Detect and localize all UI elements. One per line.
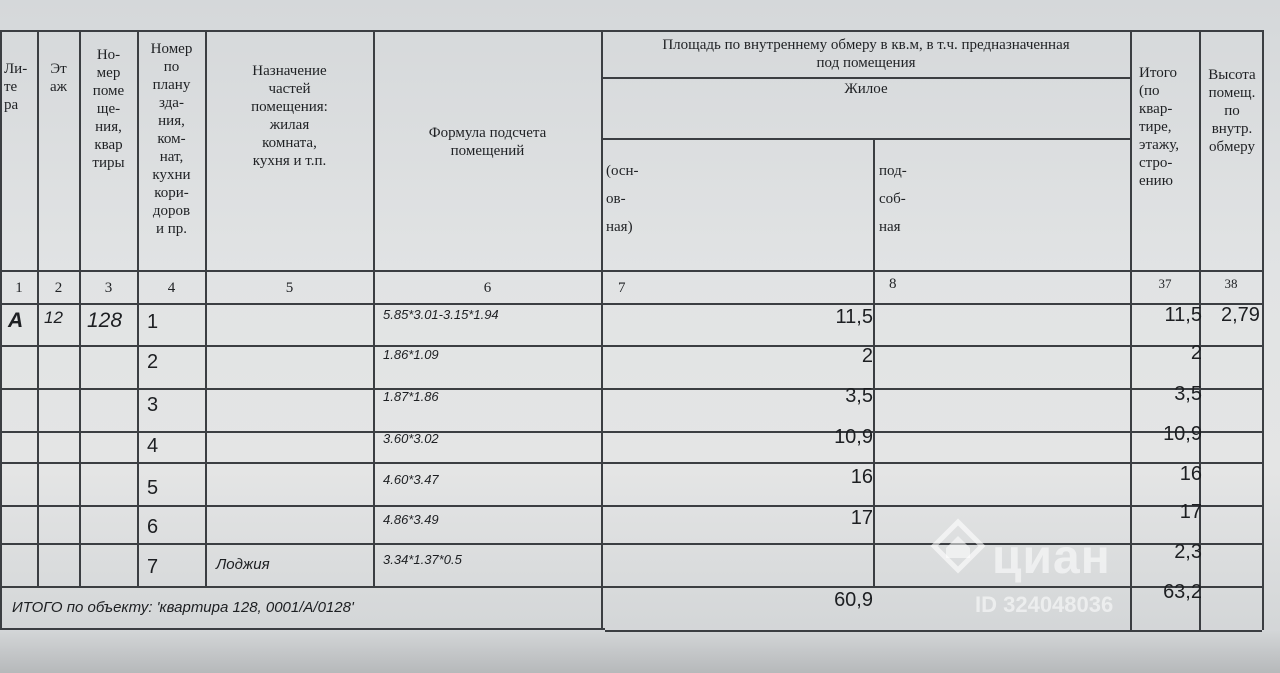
header-formula: Формула подсчета помещений [428, 125, 547, 159]
floor-value: 12 [44, 308, 63, 327]
apartment-value: 128 [87, 309, 123, 332]
watermark-id: ID 324048036 [975, 592, 1114, 617]
col-number-6: 6 [483, 280, 492, 296]
col-number-37: 37 [1158, 276, 1172, 291]
row-line-1 [0, 345, 1262, 347]
header-apartment-number: Но- мер поме ще- ния, квар тиры [92, 47, 125, 171]
living-header-divider [601, 138, 1130, 140]
header-total: Итого (по квар- тире, этажу, стро- ению [1139, 65, 1179, 189]
room-formula: 3.34*1.37*0.5 [383, 552, 462, 567]
header-main-area: (осн- ов- ная) [606, 163, 639, 235]
room-main-area: 2 [861, 345, 873, 367]
room-main-area: 16 [850, 466, 873, 488]
col-number-5: 5 [285, 280, 294, 296]
room-main-area: 17 [850, 507, 873, 529]
header-living: Жилое [844, 81, 888, 97]
height-value: 2,79 [1221, 304, 1260, 326]
room-main-area: 3,5 [845, 385, 873, 407]
room-number: 1 [147, 311, 159, 333]
row-line-5 [0, 505, 1262, 507]
col-number-7: 7 [618, 280, 626, 296]
col-border-5 [373, 30, 375, 586]
room-total: 17 [1179, 501, 1202, 523]
room-total: 2 [1190, 342, 1202, 364]
room-number: 4 [147, 435, 159, 457]
room-total: 3,5 [1174, 383, 1202, 405]
col-number-4: 4 [167, 280, 176, 296]
room-number: 7 [147, 556, 159, 578]
header-auxiliary-area: под- соб- ная [879, 163, 907, 235]
col-number-8: 8 [889, 276, 897, 292]
room-formula: 1.87*1.86 [383, 389, 439, 404]
row-line-3 [0, 431, 1262, 433]
room-formula: 4.86*3.49 [383, 512, 439, 527]
summary-label: ИТОГО по объекту: 'квартира 128, 0001/А/0128' [12, 599, 354, 616]
room-number: 3 [147, 394, 159, 416]
room-total: 11,5 [1164, 304, 1202, 326]
litera-value: А [8, 309, 24, 332]
header-litera: Ли- те ра [4, 61, 28, 113]
summary-main-area: 60,9 [834, 589, 873, 611]
cian-logo-icon [930, 518, 986, 574]
row-line-4 [0, 462, 1262, 464]
room-number: 2 [147, 351, 159, 373]
room-number: 5 [147, 477, 159, 499]
col-number-2: 2 [54, 280, 63, 296]
col-numbers-bottom-border [0, 303, 1262, 305]
header-floor: Эт аж [49, 61, 68, 95]
room-formula: 3.60*3.02 [383, 431, 439, 446]
room-formula: 5.85*3.01-3.15*1.94 [383, 307, 499, 322]
table-top-border [0, 30, 1262, 32]
room-total: 16 [1179, 463, 1202, 485]
header-plan-number: Номер по плану зда- ния, ком- нат, кухни кори- доров и пр. [150, 41, 193, 237]
room-total: 2,3 [1174, 541, 1202, 563]
room-main-area: 10,9 [834, 426, 873, 448]
col-border-6 [601, 30, 603, 630]
area-header-divider [601, 77, 1130, 79]
summary-total: 63,2 [1163, 581, 1202, 603]
room-number: 6 [147, 516, 159, 538]
room-formula: 4.60*3.47 [383, 472, 439, 487]
row-line-7 [0, 586, 1262, 588]
room-total: 10,9 [1163, 423, 1202, 445]
header-room-purpose: Назначение частей помещения: жилая комната, кухня и т.п. [251, 63, 328, 169]
col-number-38: 38 [1224, 276, 1238, 291]
header-area: Площадь по внутреннему обмеру в кв.м, в т.ч. предназначенная под помещения [662, 37, 1070, 71]
watermark-logo-text: циан [992, 531, 1111, 584]
row-line-2 [0, 388, 1262, 390]
col-border-0 [0, 30, 2, 630]
room-purpose: Лоджия [216, 556, 270, 573]
page-bottom-shadow [0, 630, 1280, 673]
room-main-area: 11,5 [835, 306, 873, 328]
col-number-3: 3 [104, 280, 113, 296]
header-bottom-border [0, 270, 1262, 272]
col-border-7 [873, 138, 875, 588]
col-number-1: 1 [15, 280, 23, 296]
header-height: Высота помещ. по внутр. обмеру [1208, 67, 1256, 155]
room-formula: 1.86*1.09 [383, 347, 439, 362]
